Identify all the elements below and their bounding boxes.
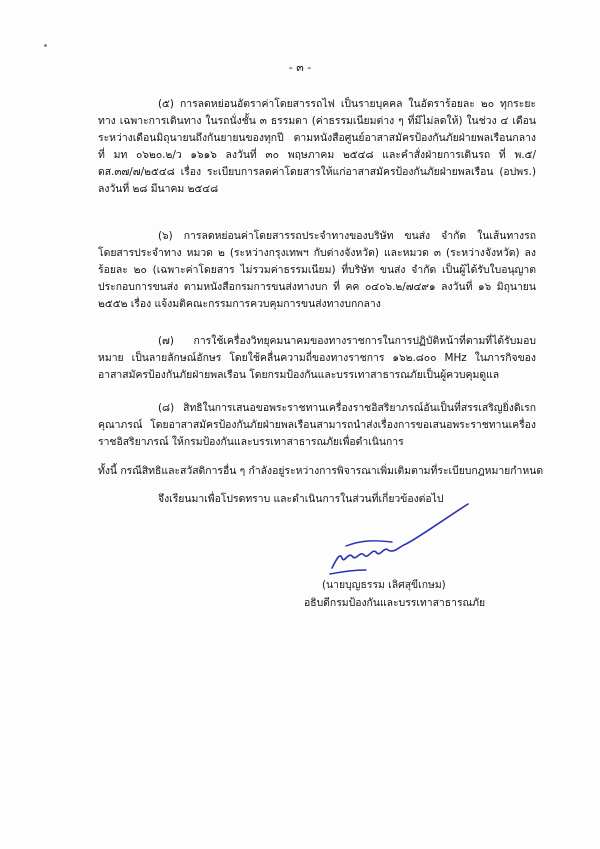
paragraph-5 <box>98 96 536 198</box>
closing-line: จึงเรียนมาเพื่อโปรดทราบ และดำเนินการในส่วนที่เกี่ยวข้องต่อไป <box>158 493 444 505</box>
scan-speck <box>44 44 47 47</box>
paragraph-6 <box>98 228 536 313</box>
signatory-name: (นายบุญธรรม เลิศสุขีเกษม) <box>322 579 446 591</box>
note-line: ทั้งนี้ กรณีสิทธิและสวัสดิการอื่น ๆ กำลังอยู่ระหว่างการพิจารณาเพิ่มเติมตามที่ระเบียบกฎหมายกำหนด <box>98 465 544 477</box>
paragraph-text: (๖) การลดหย่อนค่าโดยสารรถประจำทางของบริษัท ขนส่ง จำกัด ในเส้นทางรถโดยสารประจำทาง หมวด ๒ (ระหว่างกรุงเทพฯ กับต่างจังหวัด) และหมวด ๓ (ระหว่างจังหวัด) ลงร้อยละ ๒๐ (เฉพาะค่าโดยสาร ไม่รวมค่าธรรมเนียม) ที่บริษัท ขนส่ง จำกัด เป็นผู้ได้รับใบอนุญาตประกอบการขนส่ง ตามหนังสือกรมการขนส่งทางบก ที่ คค ๐๔๐๖.๒/๗๔๙๑ ลงวันที่ ๑๖ มิถุนายน ๒๕๕๒ เรื่อง แจ้งมติคณะกรรมการควบคุมการขนส่งทางบกกลาง <box>98 230 536 310</box>
paragraph-7 <box>98 333 536 384</box>
paragraph-text: (๕) การลดหย่อนอัตราค่าโดยสารรถไฟ เป็นรายบุคคล ในอัตราร้อยละ ๒๐ ทุกระยะทาง เฉพาะการเดินทาง ในรถนั่งชั้น ๓ ธรรมดา (ค่าธรรมเนียมต่าง ๆ ที่มีไม่ลดให้) ในช่วง ๔ เดือน ระหว่างเดือนมิถุนายนถึงกันยายนของทุกปี ตามหนังสือศูนย์อาสาสมัครป้องกันภัยฝ่ายพลเรือนกลาง ที่ มท ๐๖๒๐.๒/ว ๑๖๑๖ ลงวันที่ ๓๐ พฤษภาคม ๒๕๔๘ และคำสั่งฝ่ายการเดินรถ ที่ พ.๕/ดส.๓๗/๗/๒๕๔๘ เรื่อง ระเบียบการลดค่าโดยสารให้แก่อาสาสมัครป้องกันภัยฝ่ายพลเรือน (อปพร.) ลงวันที่ ๒๘ มีนาคม ๒๕๔๘ <box>98 98 536 195</box>
paragraph-text: (๗) การใช้เครื่องวิทยุคมนาคมของทางราชการในการปฏิบัติหน้าที่ตามที่ได้รับมอบหมาย เป็นลายลักษณ์อักษร โดยใช้คลื่นความถี่ของทางราชการ ๑๖๒.๘๐๐ MHz ในภารกิจของอาสาสมัครป้องกันภัยฝ่ายพลเรือน โดยกรมป้องกันและบรรเทาสาธารณภัยเป็นผู้ควบคุมดูแล <box>98 335 536 381</box>
paragraph-text: (๘) สิทธิในการเสนอขอพระราชทานเครื่องราชอิสริยาภรณ์อันเป็นที่สรรเสริญยิ่งดิเรกคุณาภรณ์ โดยอาสาสมัครป้องกันภัยฝ่ายพลเรือนสามารถนำส่งเรื่องการขอเสนอพระราชทานเครื่องราชอิสริยาภรณ์ ให้กรมป้องกันและบรรเทาสาธารณภัยเพื่อดำเนินการ <box>98 402 536 448</box>
signatory-title: อธิบดีกรมป้องกันและบรรเทาสาธารณภัย <box>304 597 486 609</box>
paragraph-8 <box>98 400 536 451</box>
page-number: - ๓ - <box>288 61 312 74</box>
